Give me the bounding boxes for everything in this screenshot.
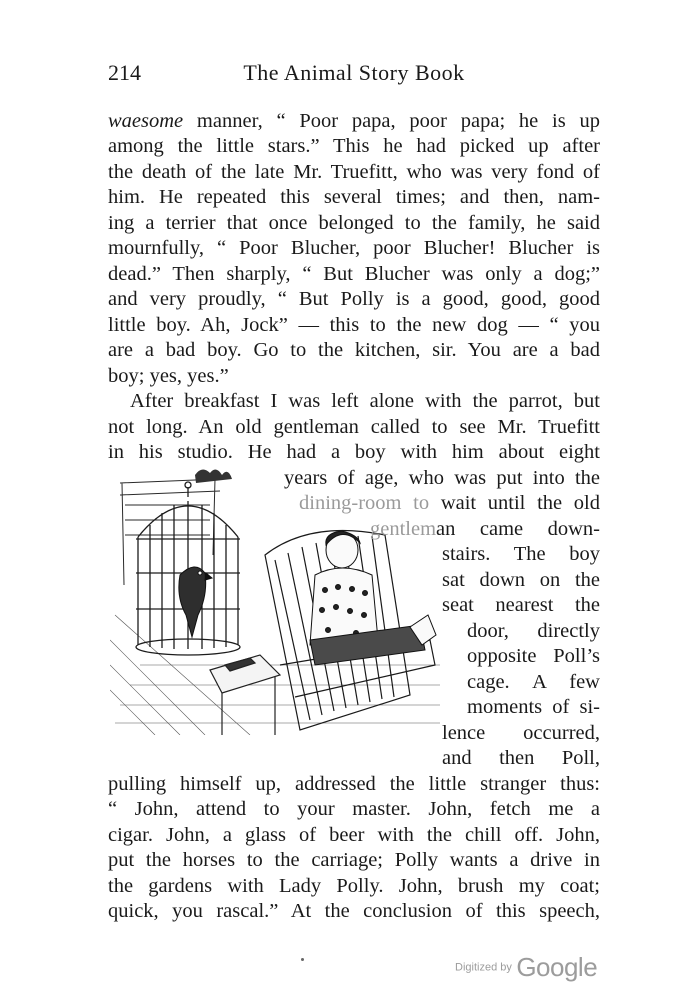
text-line: and very proudly, “ But Polly is a good, good, good xyxy=(108,288,600,310)
text-line: waesome manner, “ Poor papa, poor papa; he is up xyxy=(108,110,600,132)
text-line: pulling himself up, addressed the little stranger thus: xyxy=(108,773,600,795)
text-line: moments of si- xyxy=(467,696,600,718)
text-line: cage. A few xyxy=(467,671,600,693)
text-line: dead.” Then sharply, “ But Blucher was only a dog;” xyxy=(108,263,600,285)
google-logo: Google xyxy=(516,952,598,982)
text-line: opposite Poll’s xyxy=(467,645,600,667)
text-line: mournfully, “ Poor Blucher, poor Blucher! Blucher is xyxy=(108,237,600,259)
text-line: sat down on the xyxy=(442,569,600,591)
text-line: little boy. Ah, Jock” — this to the new dog — “ you xyxy=(108,314,600,336)
paragraph-first-line: After breakfast I was left alone with the parrot, but xyxy=(130,390,600,412)
text-line: and then Poll, xyxy=(442,747,600,769)
text-line: years of age, who was put into the xyxy=(284,467,600,489)
digitized-watermark xyxy=(455,952,597,983)
text-line: ing a terrier that once belonged to the family, he said xyxy=(108,212,600,234)
text-line: the gardens with Lady Polly. John, brush my coat; xyxy=(108,875,600,897)
text-line: not long. An old gentleman called to see Mr. Truefitt xyxy=(108,416,600,438)
text-line: gentleman came down- xyxy=(370,518,600,540)
plant xyxy=(195,469,232,483)
text-line: dining-room to wait until the old xyxy=(299,492,600,514)
text-line: put the horses to the carriage; Polly wants a drive in xyxy=(108,849,600,871)
text-line: in his studio. He had a boy with him about eight xyxy=(108,441,600,463)
text-line: stairs. The boy xyxy=(442,543,600,565)
page-number: 214 xyxy=(108,60,141,85)
text-line: quick, you rascal.” At the conclusion of this speech, xyxy=(108,900,600,922)
running-title: The Animal Story Book xyxy=(243,60,465,85)
digitized-prefix: Digitized by xyxy=(455,961,512,974)
text-line: “ John, attend to your master. John, fetch me a xyxy=(108,798,600,820)
text-line: door, directly xyxy=(467,620,600,642)
text-line: the death of the late Mr. Truefitt, who was very fond of xyxy=(108,161,600,183)
running-header xyxy=(108,60,600,90)
text-line: lence occurred, xyxy=(442,722,600,744)
text-line: boy; yes, yes.” xyxy=(108,365,229,387)
text-line: seat nearest the xyxy=(442,594,600,616)
footer-mark xyxy=(301,958,304,961)
text-line: are a bad boy. Go to the kitchen, sir. You are a bad xyxy=(108,339,600,361)
text-line: cigar. John, a glass of beer with the chill off. John, xyxy=(108,824,600,846)
parrot xyxy=(179,567,212,637)
text-line: among the little stars.” This he had picked up after xyxy=(108,135,600,157)
text-line: him. He repeated this several times; and then, nam- xyxy=(108,186,600,208)
boy xyxy=(310,531,436,665)
window-frame xyxy=(120,479,220,585)
